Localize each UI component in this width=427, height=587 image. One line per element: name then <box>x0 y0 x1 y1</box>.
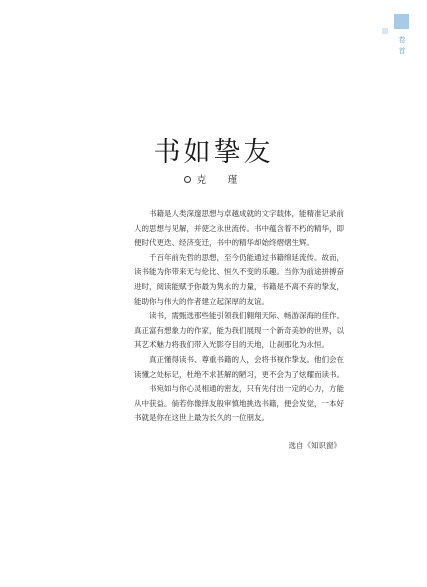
paragraph: 真正懂得读书、尊重书籍的人，会将书视作挚友。他们会在读懂之处标记，杜绝不求甚解的陋习，更不会为了炫耀而读书。 <box>134 354 344 379</box>
decorative-small-square <box>382 28 388 34</box>
article-body <box>134 207 344 426</box>
decorative-square <box>394 14 409 29</box>
section-label: 卷首 <box>398 36 406 55</box>
paragraph: 千百年前先哲的思想，至今仍能通过书籍绵延流传。故而，读书能为你带来无与伦比、恒久不变的乐趣。当你为前途拼搏奋进时，阅读能赋予你最为隽永的力量，书籍是不离不弃的挚友，能助你与伟大的作者建立起深厚的友谊。 <box>134 252 344 306</box>
paragraph: 书宛如与你心灵相通的密友，只有先付出一定的心力，方能从中获益。倘若你像择友般审慎地挑选书籍，便会发觉，一本好书就是你在这世上最为长久的一位朋友。 <box>134 384 344 423</box>
paragraph: 读书，需甄选那些能引领我们翱翔天际、畅游深海的佳作。真正富有想象力的作家，能为我们展现一个新奇美妙的世界，以其艺术魅力将我们带入光影夺目的天地，让刹那化为永恒。 <box>134 311 344 350</box>
article-title: 书如挚友 <box>153 137 274 168</box>
author-line <box>0 172 427 186</box>
paragraph: 书籍是人类深邃思想与卓越成就的文字载体，能精准记录前人的思想与见解，并使之永世流传。书中蕴含着不朽的精华，即便时代更迭、经济变迁，书中的精华却始终熠熠生辉。 <box>134 209 344 248</box>
source-credit: 选自《知识窗》 <box>288 441 341 450</box>
circle-bullet-icon <box>184 176 191 183</box>
corner-decoration <box>381 14 409 62</box>
author-name: 克 瑾 <box>196 175 244 186</box>
